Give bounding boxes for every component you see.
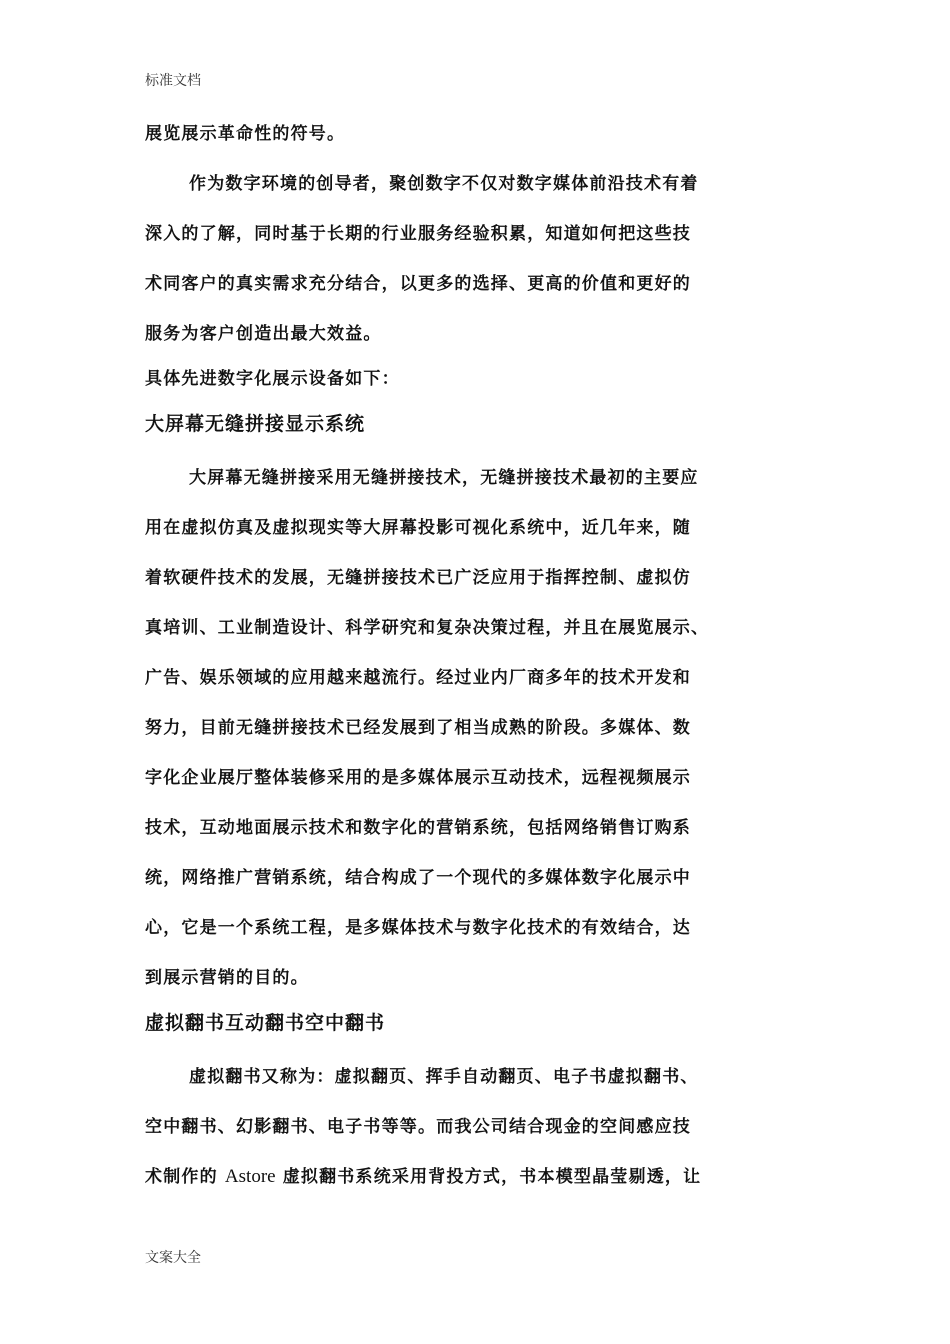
- body-line: 到展示营销的目的。: [145, 968, 309, 988]
- body-line: 字化企业展厅整体装修采用的是多媒体展示互动技术，远程视频展示: [145, 768, 691, 788]
- document-body: [145, 116, 807, 1209]
- body-line: 统，网络推广营销系统，结合构成了一个现代的多媒体数字化展示中: [145, 868, 691, 888]
- body-line: 虚拟翻书又称为：虚拟翻页、挥手自动翻页、电子书虚拟翻书、: [189, 1067, 699, 1087]
- body-line: 术同客户的真实需求充分结合，以更多的选择、更高的价值和更好的: [145, 274, 691, 294]
- body-line: 服务为客户创造出最大效益。: [145, 324, 382, 344]
- body-line: 大屏幕无缝拼接采用无缝拼接技术，无缝拼接技术最初的主要应: [189, 468, 699, 488]
- body-line: 空中翻书、幻影翻书、电子书等等。而我公司结合现金的空间感应技: [145, 1117, 691, 1137]
- body-line: 心，它是一个系统工程，是多媒体技术与数字化技术的有效结合，达: [145, 918, 691, 938]
- body-line: 着软硬件技术的发展，无缝拼接技术已广泛应用于指挥控制、虚拟仿: [145, 568, 691, 588]
- product-name: Astore: [224, 1166, 276, 1187]
- page-footer: 文案大全: [145, 1250, 201, 1266]
- body-text-segment: 术制作的: [145, 1167, 225, 1187]
- body-line: 展览展示革命性的符号。: [145, 124, 346, 144]
- body-text-segment: 虚拟翻书系统采用背投方式，书本模型晶莹剔透，让: [275, 1167, 702, 1187]
- body-line: 技术，互动地面展示技术和数字化的营销系统，包括网络销售订购系: [145, 818, 691, 838]
- section-heading: 虚拟翻书互动翻书空中翻书: [145, 1012, 386, 1034]
- page-header: 标准文档: [145, 73, 201, 89]
- body-line: [145, 1159, 807, 1209]
- body-line: 深入的了解，同时基于长期的行业服务经验积累，知道如何把这些技: [145, 224, 691, 244]
- body-line: 广告、娱乐领域的应用越来越流行。经过业内厂商多年的技术开发和: [145, 668, 691, 688]
- body-line: 具体先进数字化展示设备如下：: [145, 369, 400, 389]
- body-line: 用在虚拟仿真及虚拟现实等大屏幕投影可视化系统中，近几年来，随: [145, 518, 691, 538]
- body-line: 真培训、工业制造设计、科学研究和复杂决策过程，并且在展览展示、: [145, 618, 710, 638]
- body-line: 努力，目前无缝拼接技术已经发展到了相当成熟的阶段。多媒体、数: [145, 718, 691, 738]
- body-line: 作为数字环境的创导者，聚创数字不仅对数字媒体前沿技术有着: [189, 174, 699, 194]
- section-heading: 大屏幕无缝拼接显示系统: [145, 413, 366, 435]
